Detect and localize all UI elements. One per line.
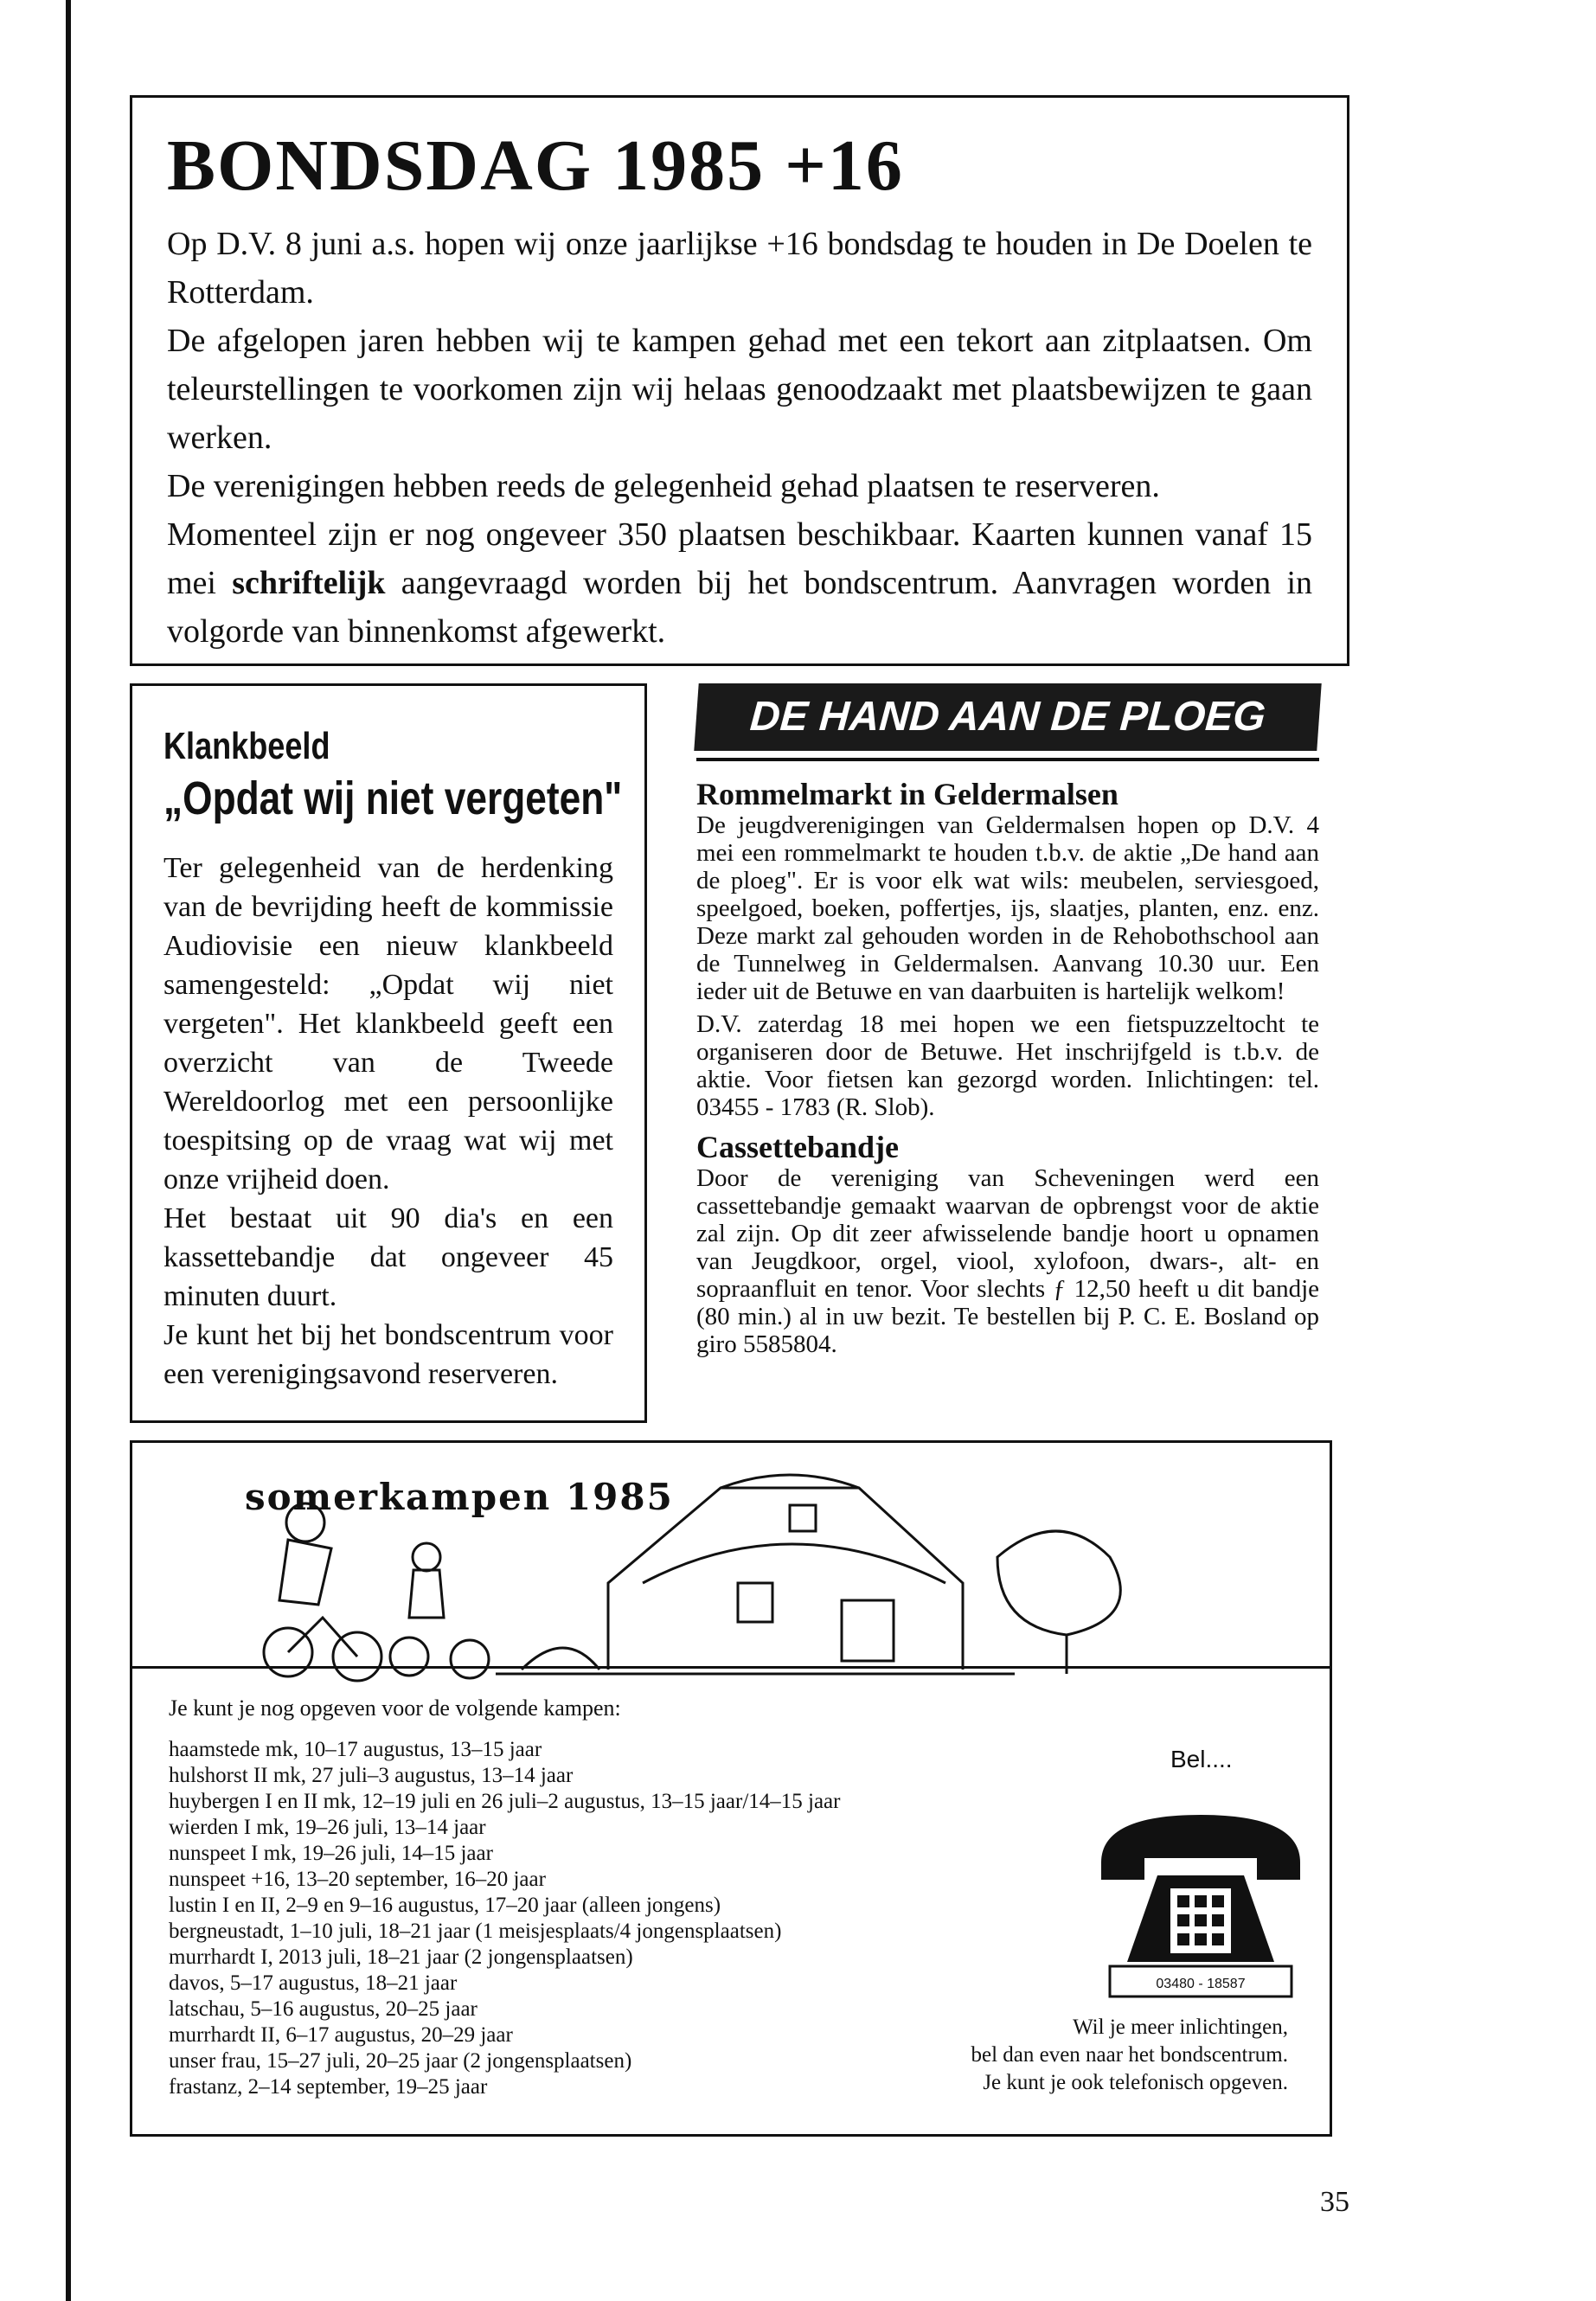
phone-number: 03480 - 18587 xyxy=(1156,1977,1246,1991)
bondsdag-paragraph-3: De verenigingen hebben reeds de gelegenheid gehad plaatsen te reserveren. xyxy=(167,468,1160,504)
camp-item: murrhardt II, 6–17 augustus, 20–29 jaar xyxy=(169,2023,513,2047)
banner-rule xyxy=(696,758,1319,761)
klankbeeld-paragraph-1: Ter gelegenheid van de herdenking van de bevrijding heeft de kommissie Audiovisie een nieuw klankbeeld samengesteld: „Opdat wij niet vergeten". Het klankbeeld geeft een overzicht van de Tweede Wereldoorlog met een persoonlijke toespitsing op de vraag wat wij met onze vrijheid doen. xyxy=(163,852,613,1195)
camp-item: haamstede mk, 10–17 augustus, 13–15 jaar xyxy=(169,1738,542,1761)
klankbeeld-paragraph-2: Het bestaat uit 90 dia's en een kassettebandje dat ongeveer 45 minuten duurt. xyxy=(163,1202,613,1312)
camp-item: murrhardt I, 2013 juli, 18–21 jaar (2 jongensplaatsen) xyxy=(169,1945,633,1969)
camp-item: nunspeet I mk, 19–26 juli, 14–15 jaar xyxy=(169,1842,493,1865)
bel-label: Bel.... xyxy=(1170,1746,1233,1772)
camp-list xyxy=(169,1737,840,2100)
info-line: Wil je meer inlichtingen, xyxy=(1073,2016,1288,2039)
ploeg-banner: DE HAND AAN DE PLOEG xyxy=(694,683,1321,751)
ploeg-column xyxy=(696,683,1319,1363)
bondsdag-box xyxy=(130,95,1349,666)
bondsdag-paragraph-4 xyxy=(167,510,1312,656)
rommelmarkt-heading: Rommelmarkt in Geldermalsen xyxy=(696,777,1118,811)
rommelmarkt-text: De jeugdverenigingen van Geldermalsen hopen op D.V. 4 mei een rommelmarkt te houden t.b.v. de aktie „De hand aan de ploeg". Er is voor elk wat wils: meubelen, serviesgoed, speelgoed, boeken, poffertjes, ijs, slaatjes, planten, enz. enz. Deze markt zal gehouden worden in de Rehobothschool aan de Tunnelweg in Geldermalsen. Aanvang 10.30 uur. Een ieder uit de Betuwe en van daarbuiten is hartelijk welkom! xyxy=(696,811,1319,1005)
cassettebandje-text: Door de vereniging van Scheveningen werd een cassettebandje gemaakt waarvan de opbrengst voor de aktie zal zijn. Op dit zeer afwisselende bandje hoort u opnamen van Jeugdkoor, orgel, viool, xylofoon, dwars-, alt- en sopraanfluit en tenor. Voor slechts ƒ 12,50 heeft u dit bandje (80 min.) al in uw bezit. Te bestellen bij P. C. E. Bosland op giro 5585804. xyxy=(696,1164,1319,1358)
camp-item: unser frau, 15–27 juli, 20–25 jaar (2 jongensplaatsen) xyxy=(169,2049,632,2073)
camp-item: huybergen I en II mk, 12–19 juli en 26 juli–2 augustus, 13–15 jaar/14–15 jaar xyxy=(169,1790,841,1813)
info-text xyxy=(971,2014,1288,2097)
klankbeeld-box xyxy=(130,683,647,1423)
klankbeeld-paragraph-3: Je kunt het bij het bondscentrum voor een verenigingsavond reserveren. xyxy=(163,1319,613,1390)
camp-item: lustin I en II, 2–9 en 9–16 augustus, 17–20 jaar (alleen jongens) xyxy=(169,1894,721,1917)
camp-item: nunspeet +16, 13–20 september, 16–20 jaar xyxy=(169,1868,546,1891)
bondsdag-paragraph-1: Op D.V. 8 juni a.s. hopen wij onze jaarlijkse +16 bondsdag te houden in De Doelen te Rotterdam. xyxy=(167,226,1312,311)
info-line: bel dan even naar het bondscentrum. xyxy=(971,2043,1288,2067)
binding-edge xyxy=(66,0,71,2301)
camp-item: hulshorst II mk, 27 juli–3 augustus, 13–14 jaar xyxy=(169,1764,574,1787)
somerkampen-box xyxy=(130,1440,1332,2137)
bondsdag-paragraph-2: De afgelopen jaren hebben wij te kampen gehad met een tekort aan zitplaatsen. Om teleurstellingen te voorkomen zijn wij helaas genoodzaakt met plaatsbewijzen te gaan werken. xyxy=(167,323,1312,456)
camp-item: bergneustadt, 1–10 juli, 18–21 jaar (1 meisjesplaats/4 jongensplaatsen) xyxy=(169,1920,782,1943)
camp-item: frastanz, 2–14 september, 19–25 jaar xyxy=(169,2075,488,2099)
fietspuzzeltocht-text: D.V. zaterdag 18 mei hopen we een fietspuzzeltocht te organiseren door de Betuwe. Het inschrijfgeld is t.b.v. de aktie. Voor fietsen kan gezorgd worden. Inlichtingen: tel. 03455 - 1783 (R. Slob). xyxy=(696,1010,1319,1121)
camp-item: wierden I mk, 19–26 juli, 13–14 jaar xyxy=(169,1816,486,1839)
camp-item: latschau, 5–16 augustus, 20–25 jaar xyxy=(169,1997,478,2021)
klankbeeld-subtitle: „Opdat wij niet vergeten" xyxy=(163,772,623,824)
telephone-icon xyxy=(1084,1780,1317,2022)
info-line: Je kunt je ook telefonisch opgeven. xyxy=(983,2071,1288,2094)
camp-item: davos, 5–17 augustus, 18–21 jaar xyxy=(169,1971,458,1995)
bondsdag-text: Momenteel zijn er nog ongeveer 350 plaatsen beschikbaar. Kaarten kunnen vanaf 15 mei xyxy=(167,516,1312,601)
cassettebandje-heading: Cassettebandje xyxy=(696,1130,899,1164)
kampen-intro: Je kunt je nog opgeven voor de volgende kampen: xyxy=(169,1695,621,1721)
somerkampen-title: somerkampen 1985 xyxy=(245,1476,674,1518)
bondsdag-text: aangevraagd worden bij het bondscentrum. Aanvragen worden in volgorde van binnenkomst afgewerkt. xyxy=(167,565,1312,650)
bondsdag-emphasis: schriftelijk xyxy=(232,565,386,601)
page-number: 35 xyxy=(1320,2186,1349,2218)
kampen-rule xyxy=(132,1666,1330,1669)
bondsdag-title: BONDSDAG 1985 +16 xyxy=(167,125,904,206)
klankbeeld-title: Klankbeeld xyxy=(163,725,330,767)
